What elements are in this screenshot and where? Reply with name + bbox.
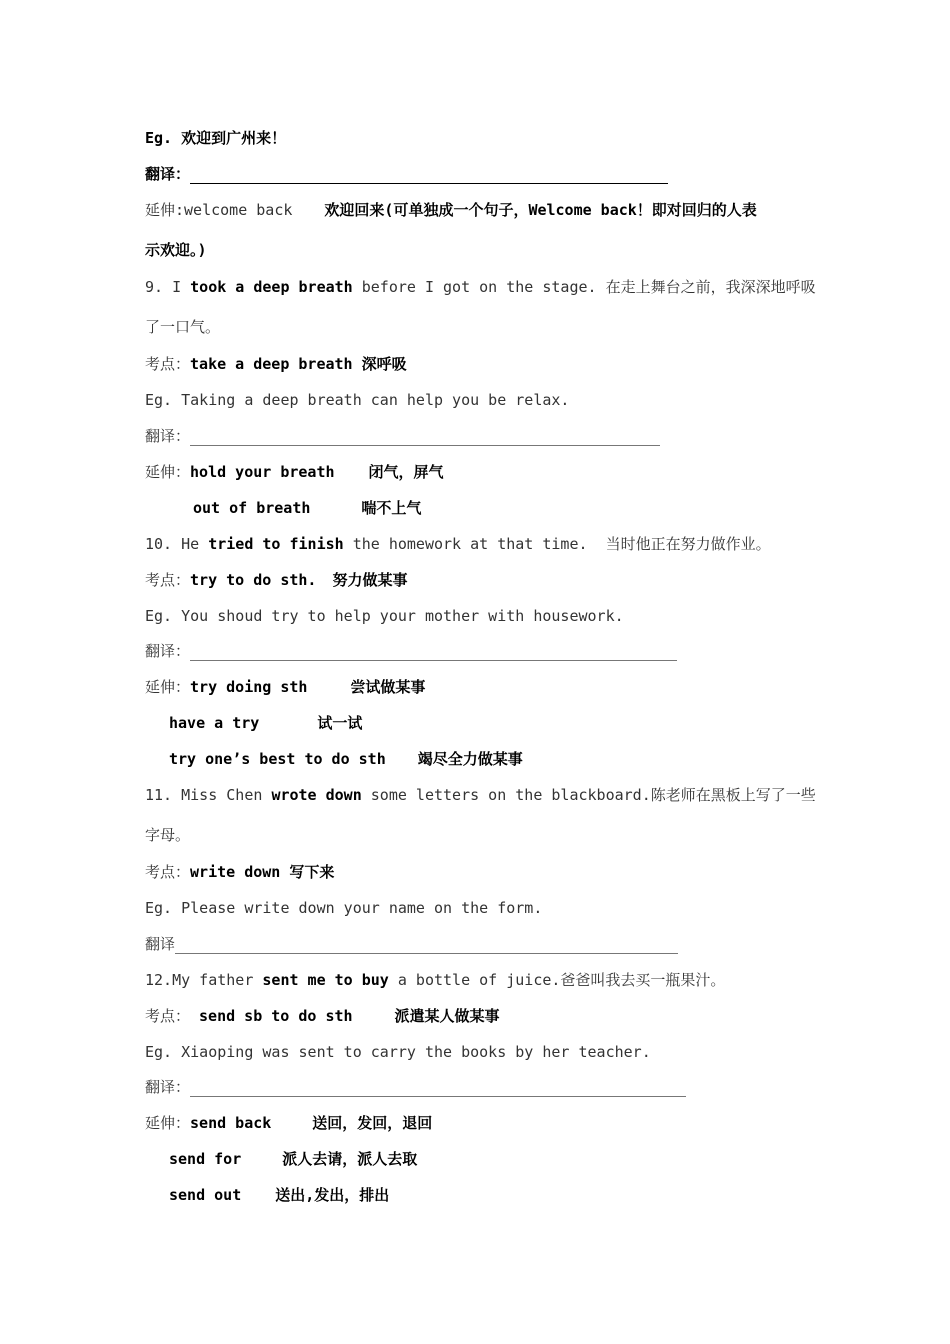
extension-text: 示欢迎。) — [145, 241, 207, 259]
sentence-text: 字母。 — [145, 826, 191, 844]
extension-phrase: send for — [169, 1150, 242, 1168]
extension-meaning: 派人去请，派人去取 — [282, 1150, 418, 1168]
key-phrase: took a deep breath — [190, 278, 353, 296]
example-text: Eg. You shoud try to help your mother with housework. — [145, 607, 624, 625]
extension-meaning: 送出,发出，排出 — [275, 1186, 390, 1204]
example-text: Eg. Xiaoping was sent to carry the books by her teacher. — [145, 1043, 651, 1061]
extension-meaning: 喘不上气 — [361, 499, 422, 517]
translation-line — [145, 641, 815, 661]
key-point-label: 考点： — [145, 355, 191, 373]
sentence-rest: the homework at that time. 当时他正在努力做作业。 — [343, 535, 771, 553]
example-sentence — [145, 898, 815, 918]
key-point-text: send sb to do sth — [199, 1007, 353, 1025]
sentence-number: 11. Miss Chen — [145, 786, 272, 804]
example-text: Eg. 欢迎到广州来！ — [145, 129, 287, 147]
key-point-text: write down 写下来 — [190, 863, 335, 881]
extension-phrase: try doing sth — [190, 678, 308, 696]
sentence-12 — [145, 970, 815, 990]
extension-line — [169, 1185, 839, 1205]
key-phrase: wrote down — [271, 786, 362, 804]
sentence-rest: before I got on the stage. 在走上舞台之前，我深深地呼吸 — [352, 278, 816, 296]
extension-line — [145, 200, 815, 220]
translation-label: 翻译： — [145, 165, 191, 183]
translation-blank[interactable] — [190, 167, 668, 184]
extension-phrase: have a try — [169, 714, 260, 732]
extension-phrase: out of breath — [193, 499, 311, 517]
key-point-line — [145, 570, 815, 590]
example-sentence — [145, 606, 815, 626]
key-point-line — [145, 354, 815, 374]
key-point-label: 考点： — [145, 863, 191, 881]
translation-blank[interactable] — [190, 429, 660, 446]
key-point-line — [145, 862, 815, 882]
key-point-meaning: 努力做某事 — [332, 571, 408, 589]
extension-line — [169, 1149, 839, 1169]
sentence-number: 12.My father — [145, 971, 263, 989]
example-sentence — [145, 1042, 815, 1062]
extension-label: 延伸： — [145, 678, 191, 696]
extension-line — [169, 713, 839, 733]
sentence-9 — [145, 277, 815, 297]
extension-phrase: send back — [190, 1114, 272, 1132]
extension-line — [145, 462, 815, 482]
key-point-label: 考点： — [145, 571, 191, 589]
sentence-number: 9. I — [145, 278, 191, 296]
translation-label: 翻译： — [145, 642, 191, 660]
key-point-text: take a deep breath 深呼吸 — [190, 355, 407, 373]
extension-phrase: send out — [169, 1186, 242, 1204]
sentence-rest: some letters on the blackboard.陈老师在黑板上写了一些 — [361, 786, 816, 804]
example-sentence — [145, 390, 815, 410]
key-phrase: tried to finish — [208, 535, 344, 553]
extension-label: 延伸： — [145, 1114, 191, 1132]
extension-label: 延伸： — [145, 463, 191, 481]
translation-blank[interactable] — [190, 1080, 686, 1097]
extension-meaning: 欢迎回来(可单独成一个句子，Welcome back！即对回归的人表 — [324, 201, 757, 219]
extension-meaning: 闭气，屏气 — [368, 463, 444, 481]
extension-line — [145, 1113, 815, 1133]
sentence-11 — [145, 785, 815, 805]
extension-line — [193, 498, 863, 518]
translation-line — [145, 934, 815, 954]
translation-label: 翻译： — [145, 1078, 191, 1096]
sentence-10 — [145, 534, 815, 554]
extension-phrase: try one’s best to do sth — [169, 750, 386, 768]
extension-meaning: 试一试 — [317, 714, 363, 732]
sentence-9-continued — [145, 317, 815, 337]
translation-blank[interactable] — [190, 644, 677, 661]
translation-line — [145, 164, 815, 184]
key-point-meaning: 派遣某人做某事 — [394, 1007, 500, 1025]
extension-meaning: 送回，发回，退回 — [312, 1114, 433, 1132]
key-point-line — [145, 1006, 815, 1026]
extension-continued — [145, 240, 815, 260]
translation-line — [145, 426, 815, 446]
key-point-label: 考点： — [145, 1007, 191, 1025]
extension-meaning: 竭尽全力做某事 — [417, 750, 523, 768]
translation-blank[interactable] — [175, 937, 678, 954]
sentence-text: 了一口气。 — [145, 318, 221, 336]
extension-line — [145, 677, 815, 697]
key-phrase: sent me to buy — [262, 971, 389, 989]
translation-label: 翻译 — [145, 935, 176, 953]
translation-line — [145, 1077, 815, 1097]
extension-meaning: 尝试做某事 — [350, 678, 426, 696]
translation-label: 翻译： — [145, 427, 191, 445]
sentence-number: 10. He — [145, 535, 209, 553]
example-text: Eg. Taking a deep breath can help you be relax. — [145, 391, 570, 409]
example-sentence — [145, 128, 815, 148]
extension-phrase: 延伸:welcome back — [145, 201, 293, 219]
sentence-11-continued — [145, 825, 815, 845]
extension-phrase: hold your breath — [190, 463, 335, 481]
extension-line — [169, 749, 839, 769]
key-point-text: try to do sth. — [190, 571, 317, 589]
example-text: Eg. Please write down your name on the form. — [145, 899, 543, 917]
sentence-rest: a bottle of juice.爸爸叫我去买一瓶果汁。 — [388, 971, 726, 989]
